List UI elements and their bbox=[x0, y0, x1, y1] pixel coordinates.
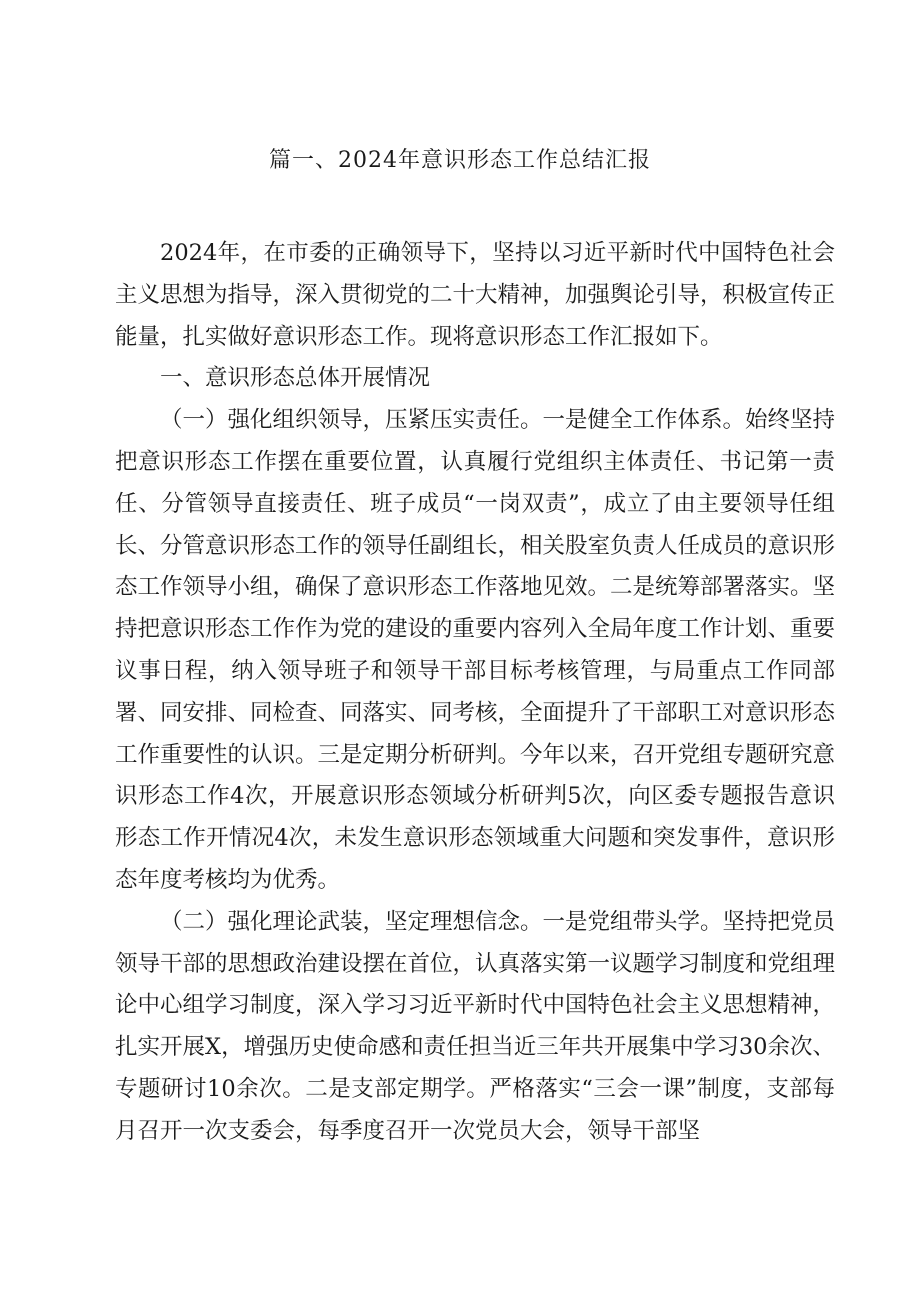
document-title: 篇一、2024年意识形态工作总结汇报 bbox=[269, 148, 651, 173]
section-heading: 一、意识形态总体开展情况 bbox=[160, 365, 431, 392]
intro-paragraph: 2024年，在市委的正确领导下，坚持以习近平新时代中国特色社会主义思想为指导，深入贯彻党的二十大精神，加强舆论引导，积极宣传正能量，扎实做好意识形态工作。现将意识形态工作汇报如下。 bbox=[115, 240, 836, 350]
document-body bbox=[115, 233, 835, 1153]
section-paragraph-2: （二）强化理论武装，坚定理想信念。一是党组带头学。坚持把党员领导干部的思想政治建设摆在首位，认真落实第一议题学习制度和党组理论中心组学习制度，深入学习习近平新时代中国特色社会主义思想精神，扎实开展X，增强历史使命感和责任担当近三年共开展集中学习30余次、专题研讨10余次。二是支部定期学。严格落实“三会一课”制度，支部每月召开一次支委会，每季度召开一次党员大会，领导干部坚 bbox=[115, 908, 836, 1144]
section-paragraph-1: （一）强化组织领导，压紧压实责任。一是健全工作体系。始终坚持把意识形态工作摆在重要位置，认真履行党组织主体责任、书记第一责任、分管领导直接责任、班子成员“一岗双责”，成立了由主要领导任组长、分管意识形态工作的领导任副组长，相关股室负责人任成员的意识形态工作领导小组，确保了意识形态工作落地见效。二是统筹部署落实。坚持把意识形态工作作为党的建设的重要内容列入全局年度工作计划、重要议事日程，纳入领导班子和领导干部目标考核管理，与局重点工作同部署、同安排、同检查、同落实、同考核，全面提升了干部职工对意识形态工作重要性的认识。三是定期分析研判。今年以来，召开党组专题研究意识形态工作4次，开展意识形态领域分析研判5次，向区委专题报告意识形态工作开情况4次，未发生意识形态领域重大问题和突发事件，意识形态年度考核均为优秀。 bbox=[115, 407, 836, 893]
